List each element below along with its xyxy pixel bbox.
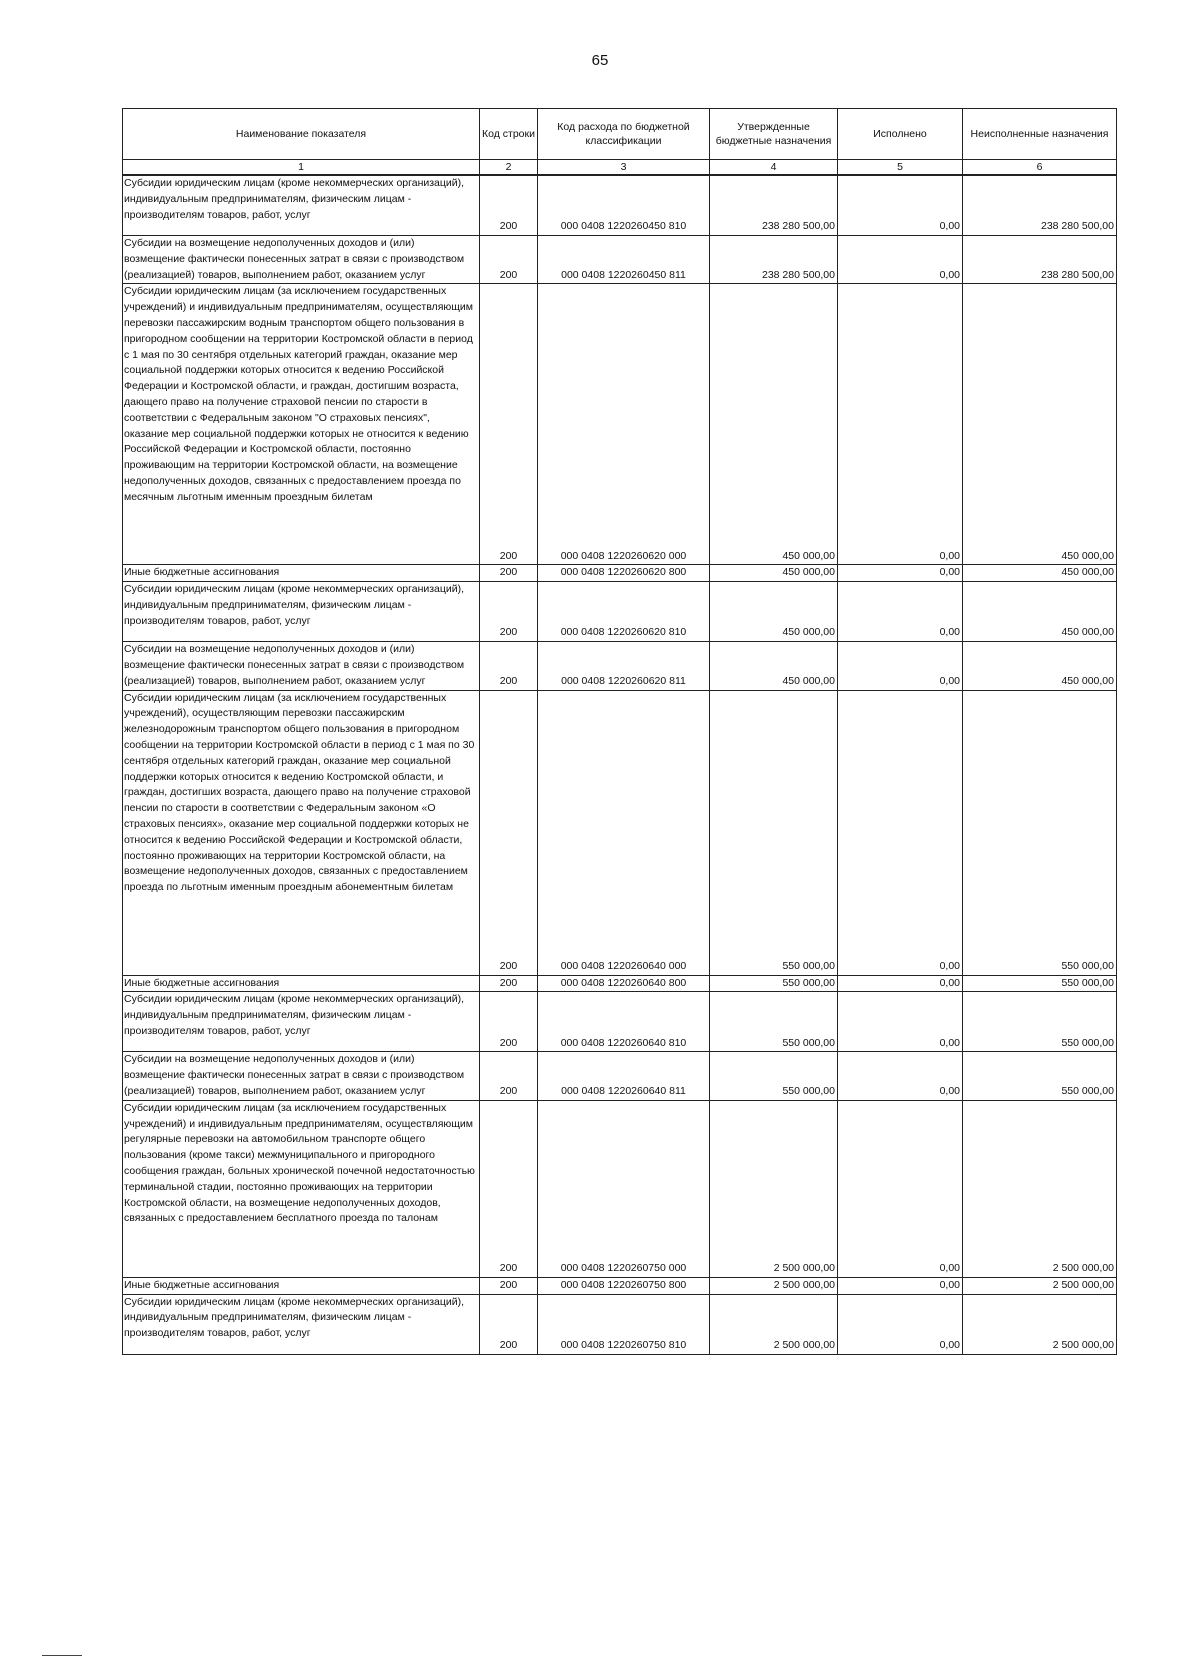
- executed-amount: 0,00: [838, 975, 963, 992]
- page-number: 65: [591, 52, 609, 69]
- budget-code: 000 0408 1220260640 000: [538, 690, 710, 975]
- unexecuted-amount: 450 000,00: [963, 642, 1117, 690]
- unexecuted-amount: 2 500 000,00: [963, 1277, 1117, 1294]
- column-number: 4: [710, 160, 838, 176]
- unexecuted-amount: 238 280 500,00: [963, 236, 1117, 284]
- approved-amount: 450 000,00: [710, 642, 838, 690]
- approved-amount: 2 500 000,00: [710, 1277, 838, 1294]
- table-row: [123, 1100, 1117, 1277]
- indicator-name: Субсидии юридическим лицам (кроме некоммерческих организаций), индивидуальным предпринимателям, физическим лицам - производителям товаров, работ, услуг: [123, 582, 480, 642]
- table-row: [123, 175, 1117, 236]
- budget-code: 000 0408 1220260620 810: [538, 582, 710, 642]
- budget-code: 000 0408 1220260750 800: [538, 1277, 710, 1294]
- footer-divider: [42, 1655, 82, 1656]
- indicator-name: Субсидии юридическим лицам (за исключением государственных учреждений), осуществляющим перевозки пассажирским железнодорожным транспортом общего пользования в пригородном сообщении на территории Костромской области в период с 1 мая по 30 сентября отдельных категорий граждан, оказание мер социальной поддержки которых относится к ведению Костромской области, и граждан, достигших возраста, дающего право на получение страховой пенсии по старости в соответствии с Федеральным законом «О страховых пенсиях», оказание мер социальной поддержки которых не относится к ведению Российской Федерации и Костромской области, постоянно проживающих на территории Костромской области, на возмещение недополученных доходов, связанных с предоставлением проезда по льготным именным проездным абонементным билетам: [123, 690, 480, 975]
- approved-amount: 2 500 000,00: [710, 1100, 838, 1277]
- unexecuted-amount: 238 280 500,00: [963, 175, 1117, 236]
- indicator-name: Иные бюджетные ассигнования: [123, 975, 480, 992]
- approved-amount: 450 000,00: [710, 565, 838, 582]
- approved-amount: 450 000,00: [710, 582, 838, 642]
- unexecuted-amount: 450 000,00: [963, 284, 1117, 565]
- budget-code: 000 0408 1220260450 811: [538, 236, 710, 284]
- unexecuted-amount: 2 500 000,00: [963, 1100, 1117, 1277]
- table-header: [123, 109, 1117, 176]
- table-row: [123, 642, 1117, 690]
- budget-code: 000 0408 1220260640 800: [538, 975, 710, 992]
- header-executed: Исполнено: [838, 109, 963, 160]
- approved-amount: 550 000,00: [710, 690, 838, 975]
- table-row: [123, 1294, 1117, 1354]
- budget-code: 000 0408 1220260750 000: [538, 1100, 710, 1277]
- budget-code: 000 0408 1220260620 800: [538, 565, 710, 582]
- approved-amount: 450 000,00: [710, 284, 838, 565]
- column-number: 3: [538, 160, 710, 176]
- budget-code: 000 0408 1220260750 810: [538, 1294, 710, 1354]
- row-code: 200: [480, 1100, 538, 1277]
- row-code: 200: [480, 582, 538, 642]
- table-row: [123, 1052, 1117, 1100]
- table-row: [123, 582, 1117, 642]
- approved-amount: 550 000,00: [710, 975, 838, 992]
- header-indicator-name: Наименование показателя: [123, 109, 480, 160]
- executed-amount: 0,00: [838, 565, 963, 582]
- table-row: [123, 236, 1117, 284]
- executed-amount: 0,00: [838, 284, 963, 565]
- indicator-name: Субсидии на возмещение недополученных доходов и (или) возмещение фактически понесенных затрат в связи с производством (реализацией) товаров, выполнением работ, оказанием услуг: [123, 642, 480, 690]
- row-code: 200: [480, 642, 538, 690]
- column-number: 6: [963, 160, 1117, 176]
- table-row: [123, 975, 1117, 992]
- row-code: 200: [480, 1294, 538, 1354]
- row-code: 200: [480, 1052, 538, 1100]
- executed-amount: 0,00: [838, 690, 963, 975]
- column-number: 1: [123, 160, 480, 176]
- approved-amount: 238 280 500,00: [710, 175, 838, 236]
- budget-code: 000 0408 1220260640 811: [538, 1052, 710, 1100]
- table-row: [123, 690, 1117, 975]
- executed-amount: 0,00: [838, 1277, 963, 1294]
- budget-code: 000 0408 1220260450 810: [538, 175, 710, 236]
- column-number: 2: [480, 160, 538, 176]
- approved-amount: 550 000,00: [710, 992, 838, 1052]
- indicator-name: Субсидии юридическим лицам (кроме некоммерческих организаций), индивидуальным предпринимателям, физическим лицам - производителям товаров, работ, услуг: [123, 1294, 480, 1354]
- row-code: 200: [480, 690, 538, 975]
- indicator-name: Субсидии юридическим лицам (кроме некоммерческих организаций), индивидуальным предпринимателям, физическим лицам - производителям товаров, работ, услуг: [123, 992, 480, 1052]
- executed-amount: 0,00: [838, 1100, 963, 1277]
- row-code: 200: [480, 284, 538, 565]
- indicator-name: Субсидии юридическим лицам (кроме некоммерческих организаций), индивидуальным предпринимателям, физическим лицам - производителям товаров, работ, услуг: [123, 175, 480, 236]
- unexecuted-amount: 450 000,00: [963, 582, 1117, 642]
- row-code: 200: [480, 565, 538, 582]
- header-unexecuted: Неисполненные назначения: [963, 109, 1117, 160]
- row-code: 200: [480, 1277, 538, 1294]
- executed-amount: 0,00: [838, 1294, 963, 1354]
- executed-amount: 0,00: [838, 992, 963, 1052]
- indicator-name: Субсидии на возмещение недополученных доходов и (или) возмещение фактически понесенных затрат в связи с производством (реализацией) товаров, выполнением работ, оказанием услуг: [123, 1052, 480, 1100]
- approved-amount: 238 280 500,00: [710, 236, 838, 284]
- header-budget-code: Код расхода по бюджетной классификации: [538, 109, 710, 160]
- table-row: [123, 565, 1117, 582]
- table-row: [123, 992, 1117, 1052]
- executed-amount: 0,00: [838, 1052, 963, 1100]
- budget-report-table: [122, 108, 1117, 1355]
- unexecuted-amount: 550 000,00: [963, 1052, 1117, 1100]
- approved-amount: 2 500 000,00: [710, 1294, 838, 1354]
- indicator-name: Субсидии юридическим лицам (за исключением государственных учреждений) и индивидуальным предпринимателям, осуществляющим перевозки пассажирским водным транспортом общего пользования в пригородном сообщении на территории Костромской области в период с 1 мая по 30 сентября отдельных категорий граждан, оказание мер социальной поддержки которых относится к ведению Российской Федерации и Костромской области, и граждан, достигшим возраста, дающего право на получение страховой пенсии по старости в соответствии с Федеральным законом "О страховых пенсиях", оказание мер социальной поддержки которых не относится к ведению Российской Федерации и Костромской области, постоянно проживающим на территории Костромской области, на возмещение недополученных доходов, связанных с предоставлением проезда по месячным льготным именным проездным билетам: [123, 284, 480, 565]
- unexecuted-amount: 550 000,00: [963, 690, 1117, 975]
- executed-amount: 0,00: [838, 582, 963, 642]
- header-row-code: Код строки: [480, 109, 538, 160]
- table-row: [123, 1277, 1117, 1294]
- executed-amount: 0,00: [838, 175, 963, 236]
- approved-amount: 550 000,00: [710, 1052, 838, 1100]
- unexecuted-amount: 450 000,00: [963, 565, 1117, 582]
- unexecuted-amount: 550 000,00: [963, 975, 1117, 992]
- executed-amount: 0,00: [838, 642, 963, 690]
- indicator-name: Субсидии юридическим лицам (за исключением государственных учреждений) и индивидуальным предпринимателям, осуществляющим регулярные перевозки на автомобильном транспорте общего пользования (кроме такси) межмуниципального и пригородного сообщения граждан, больных хронической почечной недостаточностью терминальной стадии, постоянно проживающих на территории Костромской области, на возмещение недополученных доходов, связанных с предоставлением бесплатного проезда по талонам: [123, 1100, 480, 1277]
- budget-code: 000 0408 1220260640 810: [538, 992, 710, 1052]
- indicator-name: Субсидии на возмещение недополученных доходов и (или) возмещение фактически понесенных затрат в связи с производством (реализацией) товаров, выполнением работ, оказанием услуг: [123, 236, 480, 284]
- budget-code: 000 0408 1220260620 000: [538, 284, 710, 565]
- budget-code: 000 0408 1220260620 811: [538, 642, 710, 690]
- row-code: 200: [480, 175, 538, 236]
- column-number: 5: [838, 160, 963, 176]
- table-body: [123, 175, 1117, 1354]
- row-code: 200: [480, 975, 538, 992]
- header-approved: Утвержденные бюджетные назначения: [710, 109, 838, 160]
- indicator-name: Иные бюджетные ассигнования: [123, 1277, 480, 1294]
- indicator-name: Иные бюджетные ассигнования: [123, 565, 480, 582]
- row-code: 200: [480, 992, 538, 1052]
- unexecuted-amount: 2 500 000,00: [963, 1294, 1117, 1354]
- table-row: [123, 284, 1117, 565]
- row-code: 200: [480, 236, 538, 284]
- unexecuted-amount: 550 000,00: [963, 992, 1117, 1052]
- executed-amount: 0,00: [838, 236, 963, 284]
